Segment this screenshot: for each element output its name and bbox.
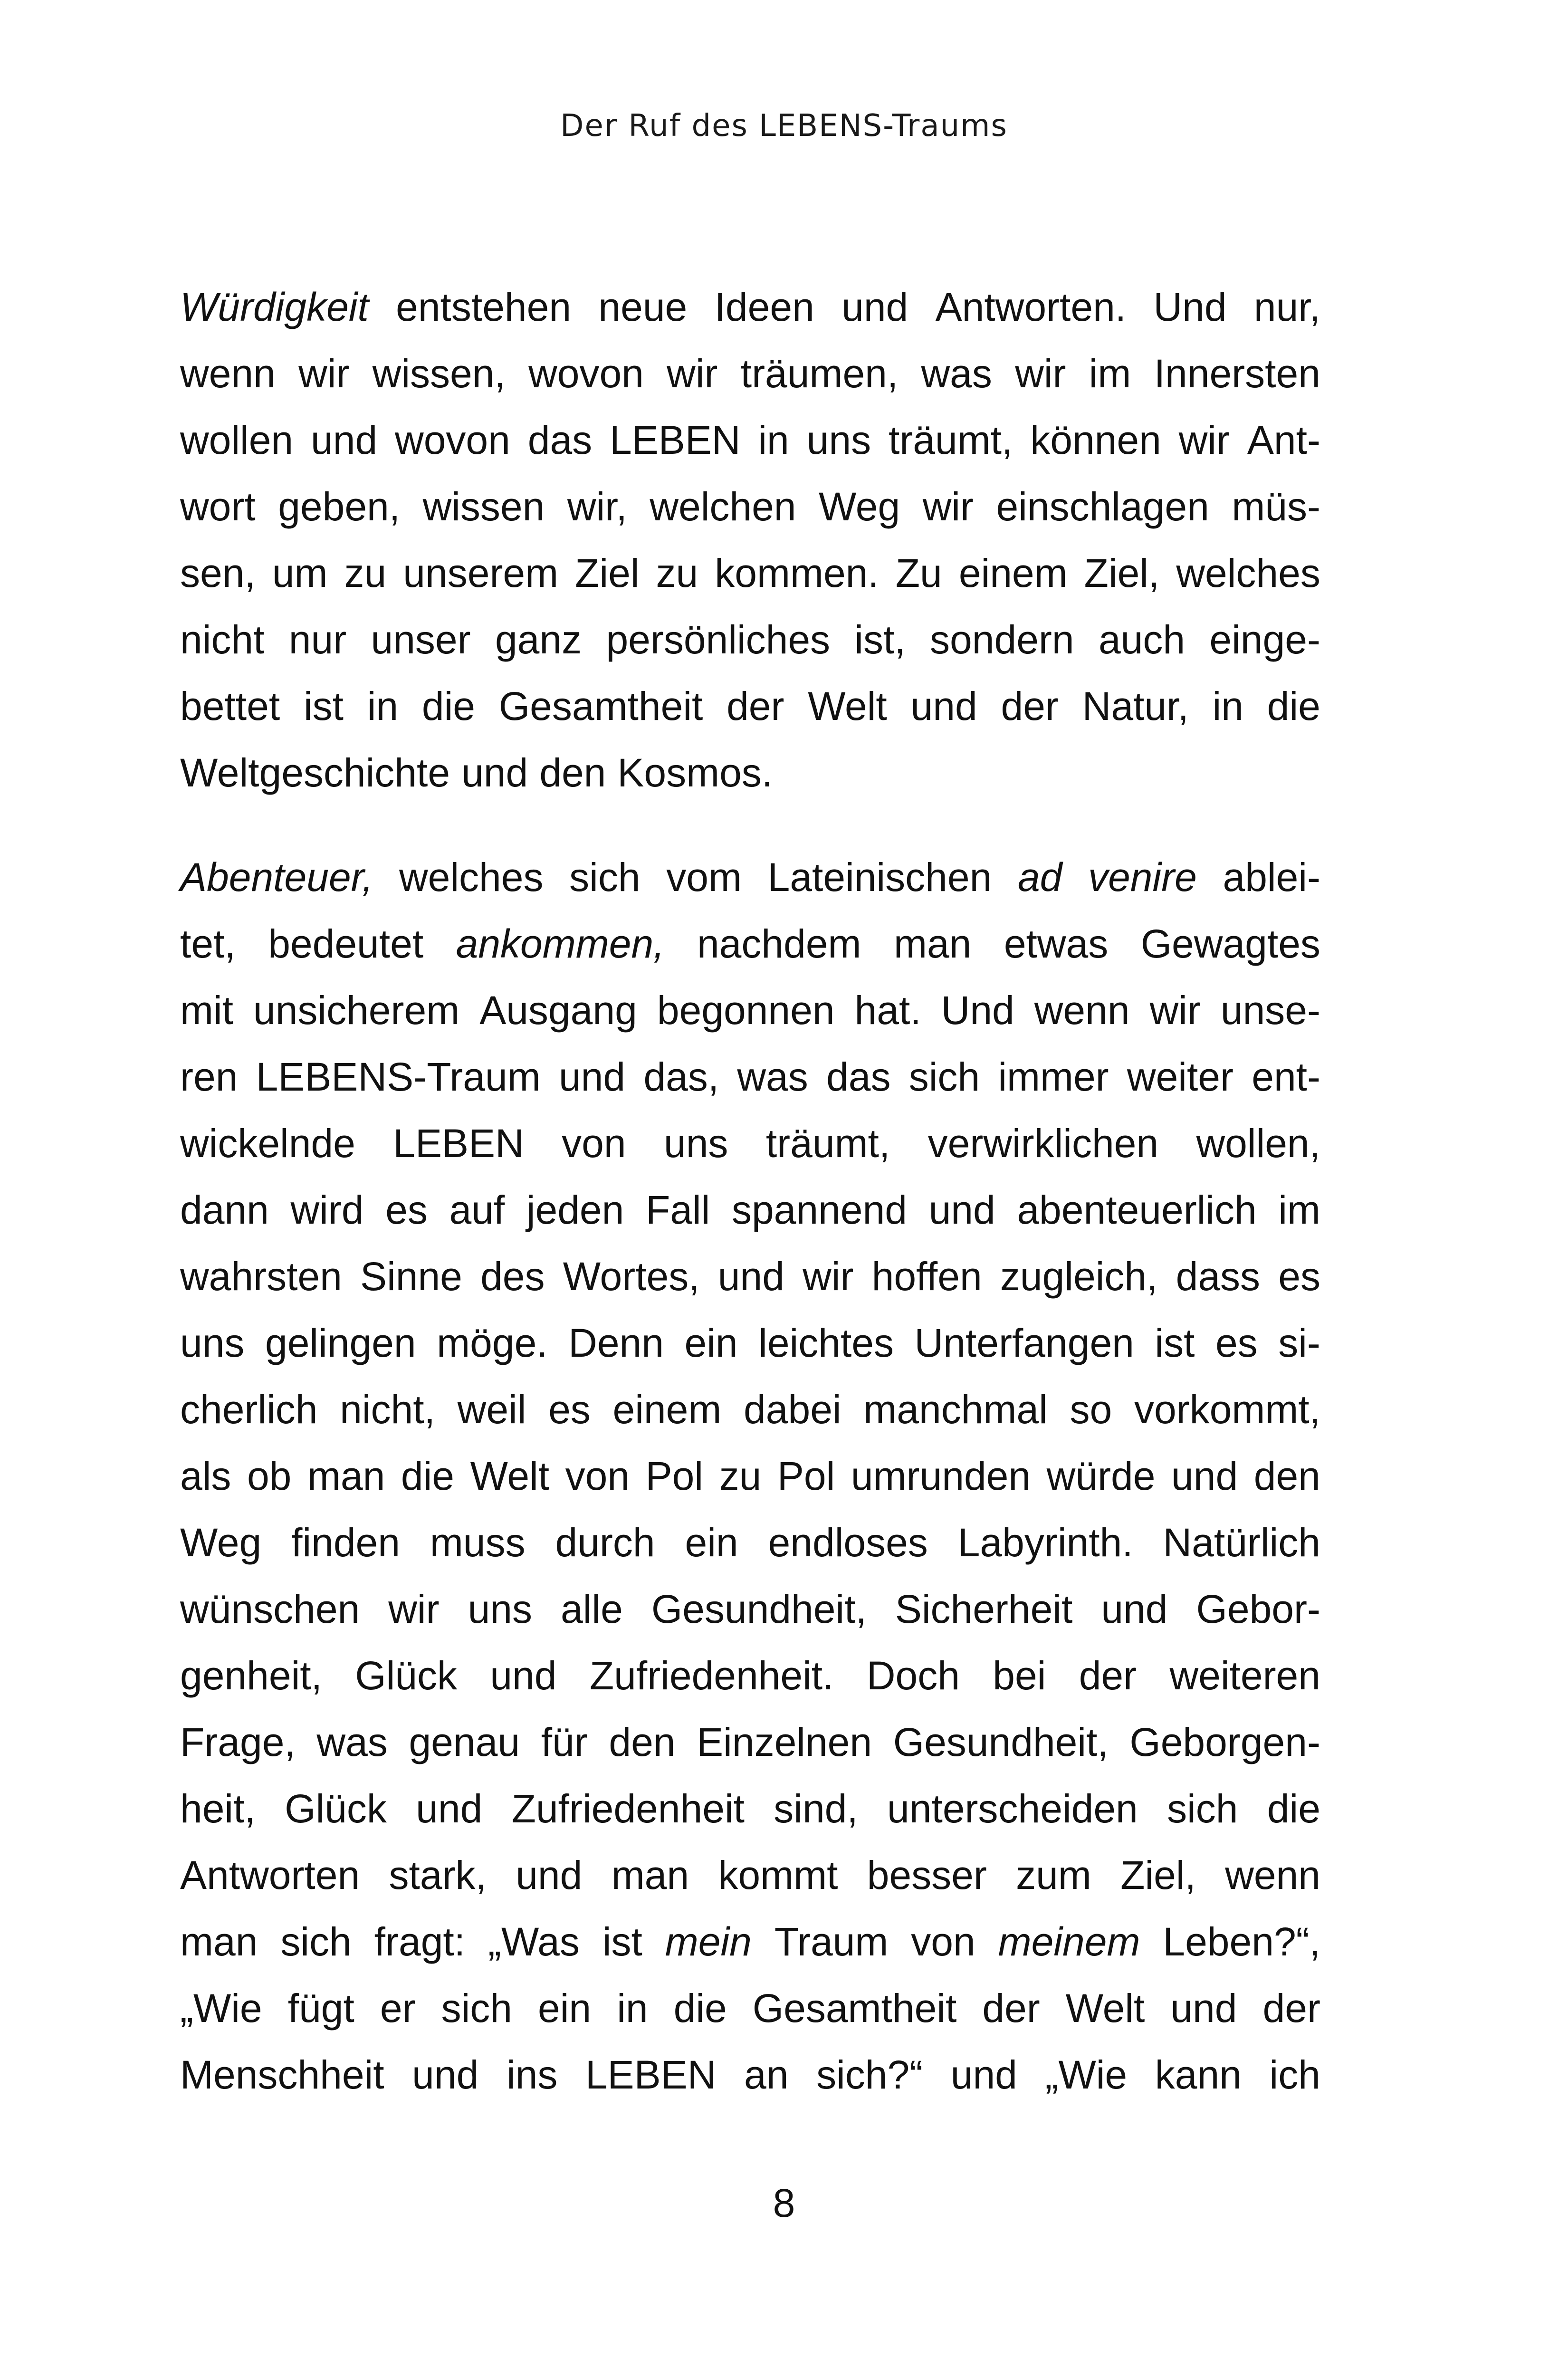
word: umrunden bbox=[851, 1454, 1031, 1498]
word: durch bbox=[555, 1520, 655, 1565]
word: Weg bbox=[180, 1520, 262, 1565]
word: nur bbox=[288, 617, 347, 662]
word: sich bbox=[280, 1919, 352, 1964]
emphasized-word: meinem bbox=[998, 1919, 1140, 1964]
word: vom bbox=[666, 855, 742, 900]
word: besser bbox=[867, 1853, 987, 1897]
word: Zufriedenheit. bbox=[589, 1653, 834, 1698]
running-header: Der Ruf des LEBENS-Traums bbox=[560, 108, 1008, 144]
word: fragt: bbox=[374, 1919, 466, 1964]
word: das bbox=[527, 418, 593, 462]
word: wenn bbox=[1034, 988, 1130, 1033]
text-line bbox=[180, 1908, 1320, 1975]
word: von bbox=[562, 1121, 626, 1166]
word: kommen. bbox=[715, 551, 879, 595]
word: Ziel bbox=[575, 551, 640, 595]
word: Lateinischen bbox=[767, 855, 992, 900]
word: auch bbox=[1098, 617, 1186, 662]
word: dass bbox=[1176, 1254, 1261, 1299]
word: unserem bbox=[403, 551, 559, 595]
text-line bbox=[180, 540, 1320, 606]
word: den bbox=[1253, 1454, 1320, 1498]
word: und bbox=[490, 1653, 557, 1698]
page-number: 8 bbox=[773, 2181, 795, 2225]
word: verwirklichen bbox=[927, 1121, 1159, 1166]
word: Gesundheit, bbox=[893, 1720, 1109, 1764]
word: einem bbox=[612, 1387, 722, 1432]
word: ist bbox=[602, 1919, 642, 1964]
word: LEBENS-Traum bbox=[256, 1054, 541, 1099]
word: sich bbox=[908, 1054, 980, 1099]
word: die bbox=[1267, 684, 1320, 728]
word: Denn bbox=[568, 1321, 664, 1365]
text-line bbox=[180, 1443, 1320, 1509]
word: von bbox=[565, 1454, 630, 1498]
word: wenn bbox=[1225, 1853, 1320, 1897]
word: Natürlich bbox=[1163, 1520, 1320, 1565]
word: im bbox=[1089, 351, 1131, 396]
word: manchmal bbox=[863, 1387, 1048, 1432]
text-line bbox=[180, 1576, 1320, 1642]
word: Wortes, bbox=[563, 1254, 700, 1299]
word: „Wie bbox=[180, 1986, 262, 2031]
word: die bbox=[1267, 1786, 1320, 1831]
word: kann bbox=[1155, 2052, 1242, 2097]
word: träumen, bbox=[740, 351, 899, 396]
word: Gewagtes bbox=[1140, 921, 1320, 966]
text-line bbox=[180, 1509, 1320, 1576]
word: wir bbox=[1015, 351, 1066, 396]
word: es bbox=[1215, 1321, 1258, 1365]
word: bedeutet bbox=[268, 921, 424, 966]
word: ich bbox=[1269, 2052, 1320, 2097]
word: spannend bbox=[731, 1188, 907, 1232]
word: den bbox=[609, 1720, 676, 1764]
word: auf bbox=[449, 1188, 505, 1232]
word: träumt, bbox=[765, 1121, 890, 1166]
word: müs- bbox=[1232, 484, 1320, 529]
word: unsicherem bbox=[253, 988, 460, 1033]
word: Antworten. bbox=[935, 285, 1127, 329]
word: würde bbox=[1046, 1454, 1156, 1498]
word: muss bbox=[430, 1520, 526, 1565]
word: Ant- bbox=[1247, 418, 1320, 462]
word: zu bbox=[656, 551, 698, 595]
word: wird bbox=[290, 1188, 364, 1232]
word: Pol bbox=[777, 1454, 835, 1498]
word: man bbox=[180, 1919, 258, 1964]
word: und bbox=[950, 2052, 1017, 2097]
word: welches bbox=[399, 855, 544, 900]
word: wissen bbox=[422, 484, 545, 529]
word: heit, bbox=[180, 1786, 256, 1831]
word: wir bbox=[1178, 418, 1230, 462]
word: den bbox=[539, 750, 606, 795]
word: dann bbox=[180, 1188, 269, 1232]
word: wir bbox=[1149, 988, 1201, 1033]
word: und bbox=[461, 750, 528, 795]
word: und bbox=[928, 1188, 995, 1232]
word: Welt bbox=[808, 684, 887, 728]
emphasized-word: ankommen, bbox=[456, 921, 665, 966]
word: wir bbox=[667, 351, 718, 396]
word: wovon bbox=[395, 418, 510, 462]
word: ablei- bbox=[1223, 855, 1320, 900]
word: zu bbox=[344, 551, 387, 595]
text-line bbox=[180, 1376, 1320, 1443]
word: Natur, bbox=[1082, 684, 1189, 728]
emphasized-word: venire bbox=[1088, 855, 1197, 900]
text-line bbox=[180, 1775, 1320, 1842]
word: und bbox=[558, 1054, 626, 1099]
word: wickelnde bbox=[180, 1121, 355, 1166]
word: bettet bbox=[180, 684, 280, 728]
word: LEBEN bbox=[393, 1121, 524, 1166]
text-line bbox=[180, 1243, 1320, 1310]
word: mit bbox=[180, 988, 233, 1033]
word: die bbox=[401, 1454, 455, 1498]
word: nicht, bbox=[340, 1387, 435, 1432]
text-line bbox=[180, 473, 1320, 540]
emphasized-word: mein bbox=[665, 1919, 752, 1964]
word: und bbox=[416, 1786, 483, 1831]
word: wir bbox=[922, 484, 974, 529]
word: Ziel, bbox=[1120, 1853, 1196, 1897]
word: Welt bbox=[470, 1454, 550, 1498]
word: wahrsten bbox=[180, 1254, 342, 1299]
word: können bbox=[1030, 418, 1161, 462]
text-line bbox=[180, 673, 1320, 739]
word: wir bbox=[298, 351, 350, 396]
word: der bbox=[1262, 1986, 1320, 2031]
word: um bbox=[272, 551, 328, 595]
word: cherlich bbox=[180, 1387, 318, 1432]
word: an bbox=[744, 2052, 789, 2097]
word: etwas bbox=[1004, 921, 1109, 966]
word: begonnen bbox=[657, 988, 835, 1033]
emphasized-word: Abenteuer, bbox=[180, 855, 373, 900]
text-line bbox=[180, 1642, 1320, 1709]
word: in bbox=[758, 418, 789, 462]
word: fügt bbox=[287, 1986, 354, 2031]
word: Weg bbox=[819, 484, 900, 529]
word: nur, bbox=[1253, 285, 1320, 329]
word: Gesamtheit bbox=[752, 1986, 957, 2031]
word: es bbox=[385, 1188, 428, 1232]
word: Ideen bbox=[714, 285, 814, 329]
word: wir bbox=[388, 1587, 440, 1631]
word: die bbox=[673, 1986, 727, 2031]
word: weil bbox=[457, 1387, 526, 1432]
word: Unterfangen bbox=[914, 1321, 1134, 1365]
word: was bbox=[316, 1720, 388, 1764]
word: wir, bbox=[567, 484, 627, 529]
word: abenteuerlich bbox=[1017, 1188, 1257, 1232]
word: hoffen bbox=[871, 1254, 982, 1299]
word: von bbox=[911, 1919, 975, 1964]
emphasized-word: ad bbox=[1017, 855, 1062, 900]
word: wollen bbox=[180, 418, 294, 462]
word: „Was bbox=[488, 1919, 580, 1964]
word: Menschheit bbox=[180, 2052, 384, 2097]
word: leichtes bbox=[758, 1321, 894, 1365]
word: Einzelnen bbox=[697, 1720, 872, 1764]
text-line bbox=[180, 1177, 1320, 1243]
word: ist, bbox=[854, 617, 906, 662]
word: wort bbox=[180, 484, 256, 529]
word: Glück bbox=[355, 1653, 457, 1698]
word: in bbox=[617, 1986, 648, 2031]
word: Gebor- bbox=[1196, 1587, 1320, 1631]
word: es bbox=[1278, 1254, 1320, 1299]
text-line bbox=[180, 910, 1320, 977]
word: dabei bbox=[744, 1387, 841, 1432]
word: Doch bbox=[866, 1653, 960, 1698]
word: uns bbox=[663, 1121, 728, 1166]
word: unser bbox=[371, 617, 471, 662]
word: Ziel, bbox=[1084, 551, 1160, 595]
word: gelingen bbox=[265, 1321, 416, 1365]
word: ein bbox=[684, 1321, 738, 1365]
word: unterscheiden bbox=[887, 1786, 1138, 1831]
word: man bbox=[611, 1853, 689, 1897]
word: si- bbox=[1278, 1321, 1320, 1365]
word: einge- bbox=[1209, 617, 1320, 662]
word: Frage, bbox=[180, 1720, 296, 1764]
word: und bbox=[841, 285, 908, 329]
word: als bbox=[180, 1454, 231, 1498]
word: Geborgen- bbox=[1129, 1720, 1320, 1764]
word: Kosmos. bbox=[617, 750, 773, 795]
word: sich bbox=[1167, 1786, 1238, 1831]
word: so bbox=[1070, 1387, 1112, 1432]
word: und bbox=[1171, 1454, 1238, 1498]
word: Gesamtheit bbox=[498, 684, 703, 728]
word: weiter bbox=[1127, 1054, 1233, 1099]
word: und bbox=[717, 1254, 784, 1299]
word: ins bbox=[506, 2052, 558, 2097]
word: ist bbox=[303, 684, 344, 728]
emphasized-word: Würdigkeit bbox=[180, 285, 369, 329]
word: vorkommt, bbox=[1134, 1387, 1320, 1432]
word: im bbox=[1278, 1188, 1320, 1232]
word: träumt, bbox=[888, 418, 1013, 462]
word: das bbox=[826, 1054, 891, 1099]
word: zum bbox=[1016, 1853, 1091, 1897]
text-line bbox=[180, 274, 1320, 340]
word: stark, bbox=[389, 1853, 487, 1897]
word: einem bbox=[958, 551, 1068, 595]
word: nachdem bbox=[697, 921, 861, 966]
word: ent- bbox=[1252, 1054, 1320, 1099]
word: in bbox=[367, 684, 399, 728]
word: wir bbox=[803, 1254, 854, 1299]
text-line bbox=[180, 1975, 1320, 2041]
text-line bbox=[180, 977, 1320, 1044]
word: was bbox=[921, 351, 992, 396]
word: sondern bbox=[930, 617, 1074, 662]
word: LEBEN bbox=[610, 418, 741, 462]
word: ganz bbox=[495, 617, 582, 662]
word: möge. bbox=[437, 1321, 548, 1365]
paragraph-1 bbox=[180, 274, 1320, 806]
word: Welt bbox=[1065, 1986, 1145, 2031]
word: unse- bbox=[1220, 988, 1320, 1033]
word: Weltgeschichte bbox=[180, 750, 450, 795]
word: und bbox=[516, 1853, 583, 1897]
word: sich bbox=[569, 855, 641, 900]
text-line bbox=[180, 2041, 1320, 2108]
word: der bbox=[1079, 1653, 1137, 1698]
word: LEBEN bbox=[585, 2052, 717, 2097]
word: wenn bbox=[180, 351, 276, 396]
word: wovon bbox=[528, 351, 644, 396]
word: sind, bbox=[774, 1786, 858, 1831]
word: sich bbox=[441, 1986, 512, 2031]
word: welchen bbox=[650, 484, 796, 529]
word: tet, bbox=[180, 921, 236, 966]
word: „Wie bbox=[1045, 2052, 1128, 2097]
word: Gesundheit, bbox=[651, 1587, 867, 1631]
word: jeden bbox=[526, 1188, 624, 1232]
text-line bbox=[180, 606, 1320, 673]
word: es bbox=[548, 1387, 591, 1432]
text-line bbox=[180, 340, 1320, 407]
word: neue bbox=[598, 285, 688, 329]
word: und bbox=[1101, 1587, 1168, 1631]
word: der bbox=[982, 1986, 1040, 2031]
word: nicht bbox=[180, 617, 265, 662]
text-line bbox=[180, 1709, 1320, 1775]
text-line bbox=[180, 407, 1320, 473]
word: in bbox=[1212, 684, 1243, 728]
text-line bbox=[180, 844, 1320, 910]
word: wollen, bbox=[1196, 1121, 1320, 1166]
word: zugleich, bbox=[1000, 1254, 1158, 1299]
word: er bbox=[380, 1986, 416, 2031]
word: Traum bbox=[774, 1919, 889, 1964]
word: Fall bbox=[645, 1188, 710, 1232]
word: hat. bbox=[854, 988, 921, 1033]
word: sen, bbox=[180, 551, 256, 595]
paragraph-2 bbox=[180, 844, 1320, 2108]
word: ist bbox=[1155, 1321, 1195, 1365]
word: Sinne bbox=[360, 1254, 462, 1299]
word: zu bbox=[719, 1454, 762, 1498]
word: was bbox=[737, 1054, 808, 1099]
word: Innersten bbox=[1154, 351, 1320, 396]
word: uns bbox=[468, 1587, 533, 1631]
word: Zufriedenheit bbox=[511, 1786, 745, 1831]
word: und bbox=[412, 2052, 479, 2097]
word: Und bbox=[1153, 285, 1227, 329]
word: man bbox=[307, 1454, 385, 1498]
word: genau bbox=[409, 1720, 520, 1764]
word: persönliches bbox=[606, 617, 831, 662]
word: geben, bbox=[278, 484, 401, 529]
word: des bbox=[480, 1254, 545, 1299]
word: man bbox=[893, 921, 972, 966]
word: Zu bbox=[895, 551, 942, 595]
word: Sicherheit bbox=[895, 1587, 1073, 1631]
word: uns bbox=[180, 1321, 245, 1365]
word: weiteren bbox=[1169, 1653, 1320, 1698]
text-line bbox=[180, 1110, 1320, 1177]
text-line bbox=[180, 1310, 1320, 1376]
word: uns bbox=[806, 418, 871, 462]
word: Ausgang bbox=[479, 988, 637, 1033]
word: und bbox=[311, 418, 378, 462]
word: Pol bbox=[645, 1454, 704, 1498]
text-line bbox=[180, 1044, 1320, 1110]
word: einschlagen bbox=[996, 484, 1209, 529]
word: ren bbox=[180, 1054, 238, 1099]
word: der bbox=[727, 684, 784, 728]
word: die bbox=[421, 684, 476, 728]
word: wissen, bbox=[372, 351, 506, 396]
word: und bbox=[1170, 1986, 1237, 2031]
word: genheit, bbox=[180, 1653, 322, 1698]
word: wünschen bbox=[180, 1587, 360, 1631]
word: ein bbox=[685, 1520, 738, 1565]
word: ein bbox=[538, 1986, 592, 2031]
word: sich?“ bbox=[816, 2052, 923, 2097]
word: ob bbox=[247, 1454, 292, 1498]
word: kommt bbox=[718, 1853, 838, 1897]
word: endloses bbox=[768, 1520, 928, 1565]
word: entstehen bbox=[396, 285, 572, 329]
word: Und bbox=[941, 988, 1014, 1033]
word: das, bbox=[643, 1054, 719, 1099]
word: immer bbox=[998, 1054, 1109, 1099]
word: alle bbox=[561, 1587, 623, 1631]
word: für bbox=[541, 1720, 588, 1764]
text-line bbox=[180, 739, 1320, 806]
word: bei bbox=[993, 1653, 1046, 1698]
word: Glück bbox=[285, 1786, 387, 1831]
word: und bbox=[910, 684, 977, 728]
word: der bbox=[1001, 684, 1059, 728]
word: Antworten bbox=[180, 1853, 360, 1897]
text-line bbox=[180, 1842, 1320, 1908]
word: finden bbox=[291, 1520, 400, 1565]
word: Labyrinth. bbox=[957, 1520, 1133, 1565]
word: welches bbox=[1176, 551, 1320, 595]
word: Leben?“, bbox=[1163, 1919, 1320, 1964]
